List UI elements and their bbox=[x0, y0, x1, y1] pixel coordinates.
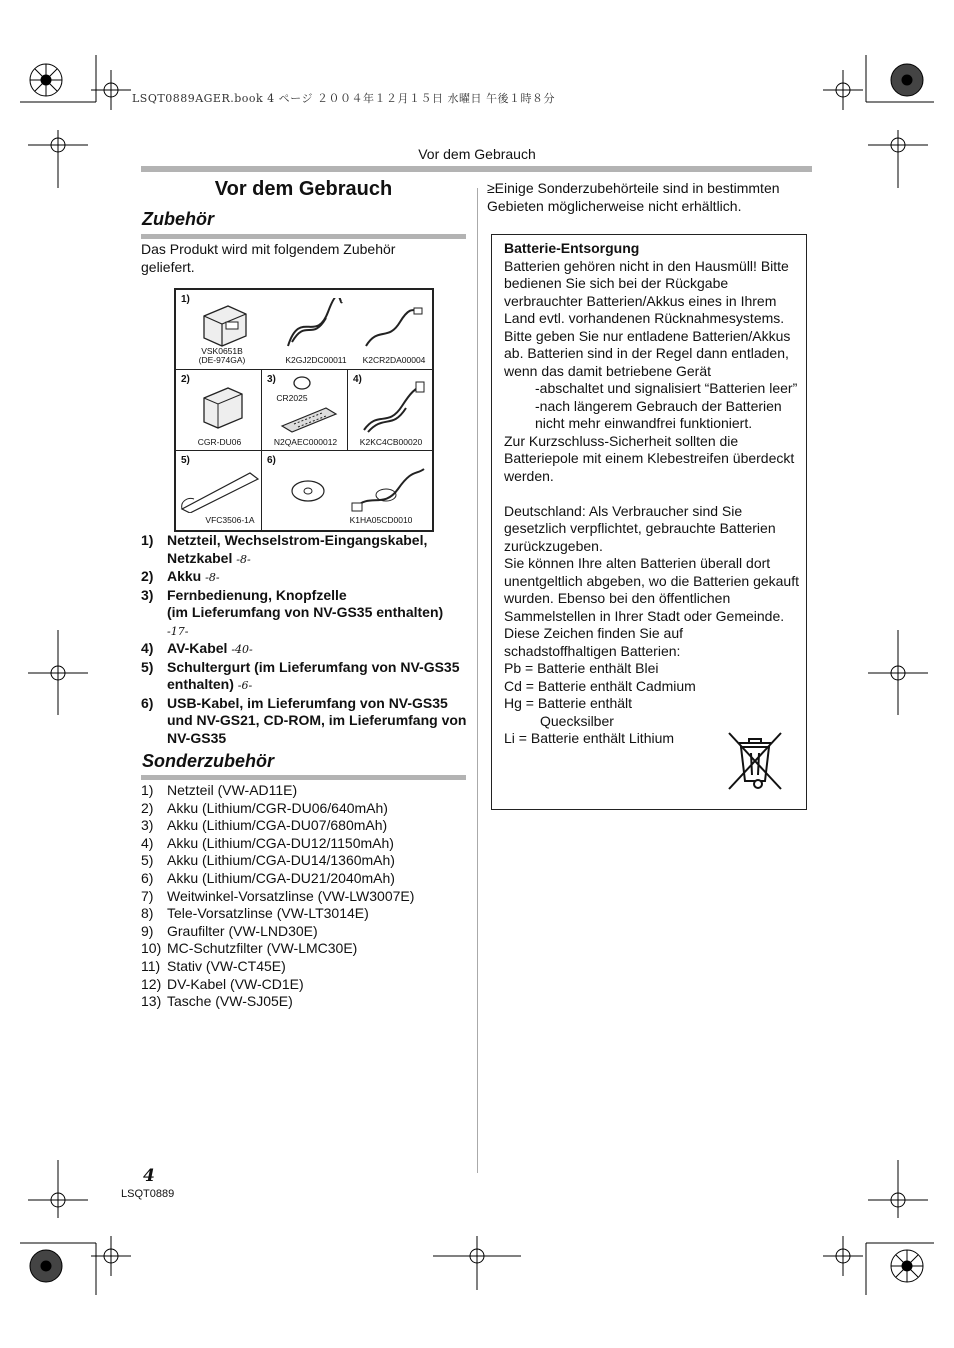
cd-rom-icon bbox=[290, 479, 326, 503]
figure-cell-6 bbox=[261, 450, 433, 531]
symbol-line: Li = Batterie enthält Lithium bbox=[504, 730, 675, 746]
list-item: 11) Stativ (VW-CT45E) bbox=[141, 957, 286, 974]
intro-text: Das Produkt wird mit folgendem Zubehör geliefert. bbox=[141, 241, 396, 275]
section-bar bbox=[141, 234, 466, 239]
list-item: 1) Netzteil, Wechselstrom-Eingangskabel, Netzkabel -8- bbox=[141, 532, 428, 566]
ac-adaptor-icon bbox=[198, 302, 250, 348]
list-item: 1) Netzteil (VW-AD11E) bbox=[141, 782, 298, 798]
column-divider bbox=[477, 188, 478, 1173]
figure-cell-number: 6) bbox=[267, 455, 276, 466]
figure-cell-5 bbox=[175, 450, 262, 531]
document-code: LSQT0889 bbox=[121, 1188, 175, 1200]
battery-disposal-box bbox=[491, 234, 807, 810]
section-heading-sonderzubehoer: Sonderzubehör bbox=[142, 751, 275, 771]
list-item: 9) Graufilter (VW-LND30E) bbox=[141, 922, 318, 939]
figure-cell-1 bbox=[175, 289, 433, 370]
power-cable-icon bbox=[282, 298, 346, 352]
list-item: 3) Akku (Lithium/CGA-DU07/680mAh) bbox=[141, 817, 388, 834]
figure-cell-number: 1) bbox=[181, 294, 190, 305]
box-heading: Batterie-Entsorgung bbox=[504, 240, 640, 256]
list-item: 3) Fernbedienung, Knopfzelle (im Lieferumfang von NV-GS35 enthalten) -17- bbox=[141, 586, 444, 638]
figure-cell-2 bbox=[175, 369, 262, 451]
availability-note: ≥Einige Sonderzubehörteile sind in bestimmten Gebieten möglicherweise nicht erhältlich. bbox=[487, 180, 780, 214]
remote-control-icon bbox=[278, 404, 340, 434]
figure-cell-3 bbox=[261, 369, 348, 451]
page-title: Vor dem Gebrauch bbox=[214, 178, 393, 200]
part-code: CR2025 bbox=[276, 393, 308, 403]
accessory-list bbox=[141, 532, 471, 747]
part-code: N2QAEC000012 bbox=[273, 437, 338, 447]
part-code: K2KC4CB00020 bbox=[359, 437, 423, 447]
symbol-line: Pb = Batterie enthält Blei bbox=[504, 660, 659, 676]
box-dash-item: -nach längerem Gebrauch der Batterien nicht mehr einwandfrei funktioniert. bbox=[535, 397, 782, 431]
optional-accessory-list bbox=[141, 782, 414, 1011]
box-dash-item: -abschaltet und signalisiert “Batterien leer” bbox=[535, 380, 798, 396]
list-item: 4) AV-Kabel -40- bbox=[141, 640, 253, 656]
section-bar bbox=[141, 775, 466, 780]
part-code: K2GJ2DC00011 bbox=[285, 355, 347, 365]
battery-pack-icon bbox=[198, 384, 248, 432]
list-item: 5) Akku (Lithium/CGA-DU14/1360mAh) bbox=[141, 852, 395, 869]
list-item: 6) Akku (Lithium/CGA-DU21/2040mAh) bbox=[141, 869, 395, 886]
box-paragraph: Batterien gehören nicht in den Hausmüll! Bitte bedienen Sie sich bei der Rückgabe verbrauchter Batterien/Akkus eines in Ihrem Land evtl. vorhandenen Rücknahmesystems. Bitte geben Sie nur entladene Batterien/Akkus ab. Batterien sind in der Regel dann entladen, wenn das damit betriebene Gerät bbox=[504, 257, 791, 379]
crossed-bin-icon bbox=[725, 729, 785, 793]
list-item: 2) Akku (Lithium/CGR-DU06/640mAh) bbox=[141, 799, 388, 816]
box-paragraph: Zur Kurzschluss-Sicherheit sollten die Batteriepole mit einem Klebestreifen überdeckt werden. bbox=[504, 432, 795, 484]
print-info-line: LSQT0889AGER.book 4 ページ ２００４年１２月１５日 水曜日 午後１時８分 bbox=[132, 92, 555, 105]
figure-cell-number: 3) bbox=[267, 374, 276, 385]
page-number: 4 bbox=[143, 1166, 155, 1186]
list-item: 6) USB-Kabel, im Lieferumfang von NV-GS35 und NV-GS21, CD-ROM, im Lieferumfang von NV-GS35 bbox=[141, 694, 467, 746]
box-paragraph: Diese Zeichen finden Sie auf schadstoffhaltigen Batterien: bbox=[504, 625, 683, 659]
box-paragraph: Sie können Ihre alten Batterien überall dort unentgeltlich abgeben, wo die Batterien gekauft wurden. Ebenso bei den öffentlichen Sammelstellen in Ihrer Stadt oder Gemeinde. bbox=[504, 555, 799, 624]
figure-cell-4 bbox=[347, 369, 433, 451]
figure-cell-number: 4) bbox=[353, 374, 362, 385]
list-item: 10) MC-Schutzfilter (VW-LMC30E) bbox=[141, 940, 358, 957]
part-code: VSK0651B (DE-974GA) bbox=[198, 346, 246, 365]
figure-cell-number: 5) bbox=[181, 455, 190, 466]
list-item: 7) Weitwinkel-Vorsatzlinse (VW-LW3007E) bbox=[141, 887, 415, 904]
av-cable-icon bbox=[358, 380, 428, 436]
symbol-line: Cd = Batterie enthält Cadmium bbox=[504, 677, 696, 694]
section-heading-zubehoer: Zubehör bbox=[142, 209, 214, 229]
part-code: K1HA05CD0010 bbox=[349, 515, 413, 525]
part-code: K2CR2DA00004 bbox=[362, 355, 426, 365]
part-code: VFC3506-1A bbox=[205, 515, 255, 525]
list-item: 5) Schultergurt (im Lieferumfang von NV-GS35 enthalten) -6- bbox=[141, 658, 460, 692]
list-item: 8) Tele-Vorsatzlinse (VW-LT3014E) bbox=[141, 905, 369, 922]
list-item: 12) DV-Kabel (VW-CD1E) bbox=[141, 975, 304, 992]
part-code: CGR-DU06 bbox=[197, 437, 242, 447]
list-item: 4) Akku (Lithium/CGA-DU12/1150mAh) bbox=[141, 834, 394, 851]
button-cell-icon bbox=[292, 376, 312, 390]
symbol-line: Quecksilber bbox=[540, 712, 614, 729]
usb-cable-icon bbox=[350, 465, 428, 513]
accessory-figure bbox=[174, 288, 434, 532]
mains-cable-icon bbox=[362, 306, 424, 350]
list-item: 2) Akku -8- bbox=[141, 568, 220, 584]
running-header: Vor dem Gebrauch bbox=[418, 146, 536, 162]
shoulder-strap-icon bbox=[178, 467, 260, 513]
list-item: 13) Tasche (VW-SJ05E) bbox=[141, 993, 293, 1010]
box-paragraph: Deutschland: Als Verbraucher sind Sie gesetzlich verpflichtet, gebrauchte Batterien zurückzugeben. bbox=[504, 502, 776, 554]
symbol-line: Hg = Batterie enthält bbox=[504, 695, 633, 711]
header-bar bbox=[141, 166, 812, 172]
figure-cell-number: 2) bbox=[181, 374, 190, 385]
